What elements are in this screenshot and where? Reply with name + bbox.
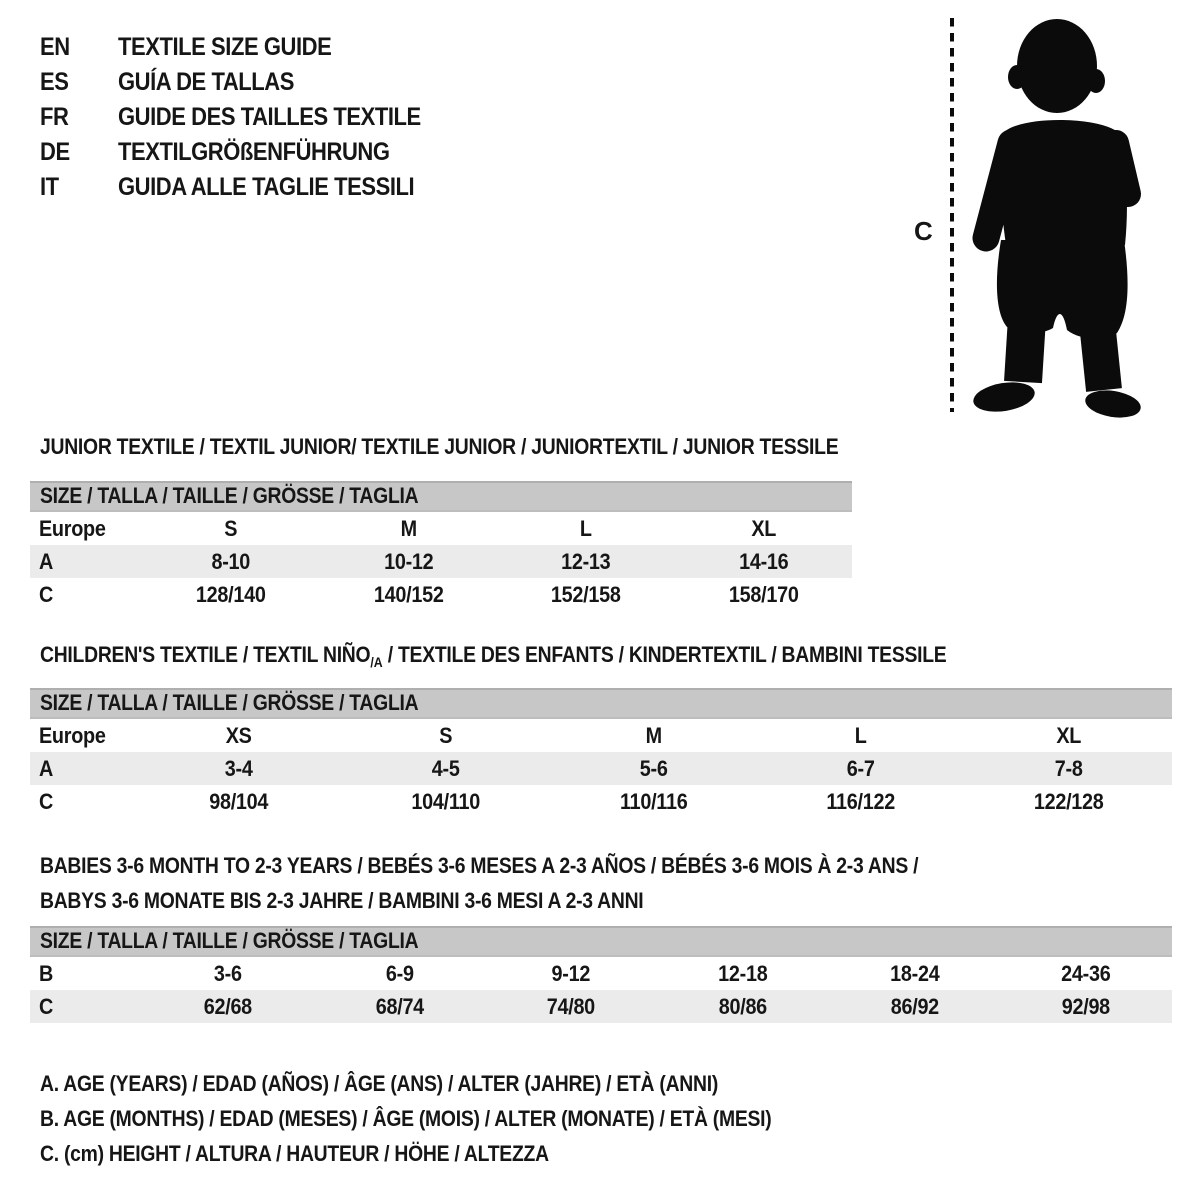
height-cell: 140/152	[373, 581, 444, 607]
children-title-text: CHILDREN'S TEXTILE / TEXTIL $NIÑO_{/A}$ / TEXTILE DES ENFANTS / KINDERTEXTIL / BAMBINI TESSILE	[40, 642, 947, 670]
height-cell: 122/128	[1033, 788, 1104, 814]
nino-a-subscript: /A	[370, 654, 383, 670]
height-cell: 80/86	[718, 993, 767, 1019]
size-cell: M	[400, 515, 417, 541]
junior-row-europe	[30, 512, 852, 545]
age-cell: 6-7	[846, 755, 875, 781]
junior-row-age	[30, 545, 852, 578]
legend-age-years: A. AGE (YEARS) / EDAD (AÑOS) / ÂGE (ANS) / ALTER (JAHRE) / ETÀ (ANNI)	[40, 1071, 719, 1096]
junior-size-table	[30, 481, 852, 611]
lang-code: IT	[40, 173, 59, 201]
age-cell: 4-5	[432, 755, 461, 781]
row-label: Europe	[39, 722, 106, 748]
size-header-label: SIZE / TALLA / TAILLE / GRÖSSE / TAGLIA	[40, 690, 419, 715]
size-cell: XS	[225, 722, 252, 748]
size-header-label: SIZE / TALLA / TAILLE / GRÖSSE / TAGLIA	[40, 483, 419, 508]
height-cell: 86/92	[890, 993, 939, 1019]
legend-block	[40, 1066, 1200, 1171]
language-title-block	[40, 30, 462, 205]
height-measure-label: C	[914, 216, 933, 246]
height-cell: 74/80	[547, 993, 596, 1019]
children-size-table	[30, 688, 1172, 818]
age-cell: 5-6	[639, 755, 668, 781]
children-row-height	[30, 785, 1172, 818]
children-row-age	[30, 752, 1172, 785]
height-cell: 128/140	[195, 581, 266, 607]
age-cell: 8-10	[211, 548, 251, 574]
lang-code: DE	[40, 138, 70, 166]
guide-title-it: GUIDA ALLE TAGLIE TESSILI	[118, 173, 415, 201]
height-cell: 62/68	[203, 993, 252, 1019]
height-cell: 104/110	[411, 788, 481, 814]
legend-age-months: B. AGE (MONTHS) / EDAD (MESES) / ÂGE (MOIS) / ALTER (MONATE) / ETÀ (MESI)	[40, 1106, 772, 1131]
guide-title-en: TEXTILE SIZE GUIDE	[118, 33, 332, 61]
junior-row-height	[30, 578, 852, 611]
row-label: B	[39, 960, 54, 986]
baby-silhouette	[938, 10, 1172, 422]
lang-code: EN	[40, 33, 70, 61]
age-cell: 3-4	[224, 755, 253, 781]
guide-title-es: GUÍA DE TALLAS	[118, 68, 294, 96]
size-header-label: SIZE / TALLA / TAILLE / GRÖSSE / TAGLIA	[40, 928, 419, 953]
junior-title-text: JUNIOR TEXTILE / TEXTIL JUNIOR/ TEXTILE JUNIOR / JUNIORTEXTIL / JUNIOR TESSILE	[40, 434, 839, 459]
size-cell: L	[854, 722, 867, 748]
size-cell: XL	[1055, 722, 1081, 748]
size-cell: XL	[750, 515, 776, 541]
height-cell: 152/158	[550, 581, 621, 607]
size-cell: S	[439, 722, 453, 748]
height-cell: 158/170	[728, 581, 799, 607]
babies-section-title	[40, 848, 1200, 918]
age-cell: 3-6	[213, 960, 242, 986]
babies-size-table	[30, 926, 1172, 1023]
baby-head	[1017, 19, 1097, 113]
children-section-title	[40, 640, 1070, 677]
age-cell: 6-9	[385, 960, 414, 986]
babies-size-header-bar	[30, 926, 1172, 957]
lang-code: FR	[40, 103, 69, 131]
row-label: C	[39, 581, 54, 607]
junior-size-header-bar	[30, 481, 852, 512]
babies-row-months	[30, 957, 1172, 990]
row-label: A	[39, 548, 54, 574]
age-cell: 10-12	[383, 548, 433, 574]
row-label: C	[39, 788, 54, 814]
height-cell: 110/116	[619, 788, 688, 814]
row-label: Europe	[39, 515, 106, 541]
size-cell: S	[224, 515, 238, 541]
age-cell: 9-12	[551, 960, 591, 986]
row-label: C	[39, 993, 54, 1019]
children-row-europe	[30, 719, 1172, 752]
height-cell: 98/104	[209, 788, 269, 814]
age-cell: 7-8	[1054, 755, 1083, 781]
lang-code: ES	[40, 68, 69, 96]
row-label: A	[39, 755, 54, 781]
guide-title-fr: GUIDE DES TAILLES TEXTILE	[118, 103, 421, 131]
age-cell: 18-24	[889, 960, 940, 986]
guide-title-de: TEXTILGRÖßENFÜHRUNG	[118, 138, 390, 166]
babies-title-line2: BABYS 3-6 MONATE BIS 2-3 JAHRE / BAMBINI 3-6 MESI A 2-3 ANNI	[40, 888, 644, 913]
age-cell: 14-16	[738, 548, 788, 574]
age-cell: 12-18	[718, 960, 768, 986]
age-cell: 24-36	[1061, 960, 1111, 986]
size-cell: L	[579, 515, 592, 541]
legend-height-cm: C. (cm) HEIGHT / ALTURA / HAUTEUR / HÖHE / ALTEZZA	[40, 1141, 549, 1166]
height-cell: 116/122	[826, 788, 896, 814]
babies-row-height	[30, 990, 1172, 1023]
children-size-header-bar	[30, 688, 1172, 719]
size-cell: M	[645, 722, 662, 748]
height-cell: 92/98	[1062, 993, 1111, 1019]
babies-title-line1: BABIES 3-6 MONTH TO 2-3 YEARS / BEBÉS 3-6 MESES A 2-3 AÑOS / BÉBÉS 3-6 MOIS À 2-3 ANS /	[40, 853, 919, 878]
height-cell: 68/74	[375, 993, 424, 1019]
junior-section-title	[40, 432, 947, 462]
age-cell: 12-13	[561, 548, 611, 574]
